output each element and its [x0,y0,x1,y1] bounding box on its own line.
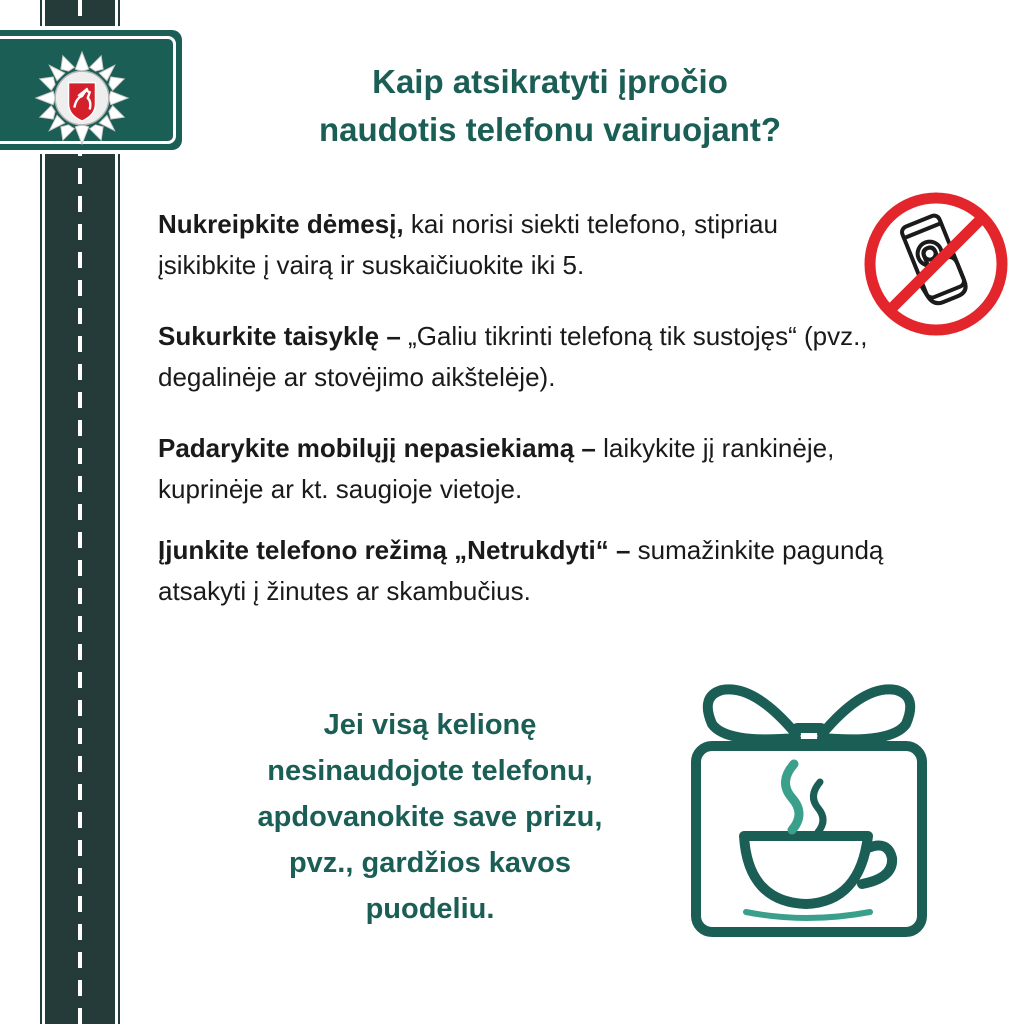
no-phone-icon [862,190,1010,338]
reward-line-3: apdovanokite save prizu, [257,801,603,833]
tip-4 [158,530,978,612]
reward-line-5: puodeliu. [365,893,495,925]
title-line-1: Kaip atsikratyti įpročio [372,63,728,100]
tip-3 [158,428,938,510]
reward-line-4: pvz., gardžios kavos [288,847,572,879]
page-title [210,58,890,154]
tip-1 [158,204,858,286]
tip-1-text: kai norisi siekti telefono, stipriau įsikibkite į vairą ir suskaičiuokite iki 5. [158,209,778,280]
tip-1-lead: Nukreipkite dėmesį, [158,209,404,239]
tip-2-lead: Sukurkite taisyklę – [158,321,401,351]
gift-coffee-cup-icon [684,672,934,942]
tip-4-text: sumažinkite pagundą atsakyti į žinutes ar skambučius. [158,535,884,606]
reward-line-2: nesinaudojote telefonu, [267,755,593,787]
tip-2-text: „Galiu tikrinti telefoną tik sustojęs“ (pvz., degalinėje ar stovėjimo aikštelėje). [158,321,868,392]
tip-2 [158,316,938,398]
tip-3-lead: Padarykite mobilųjį nepasiekiamą – [158,433,596,463]
reward-message [220,702,640,932]
tip-4-lead: Įjunkite telefono režimą „Netrukdyti“ – [158,535,631,565]
reward-line-1: Jei visą kelionę [323,709,537,741]
title-line-2: naudotis telefonu vairuojant? [318,111,782,148]
road-sign [0,26,188,154]
tip-3-text: laikykite jį rankinėje, kuprinėje ar kt. saugioje vietoje. [158,433,835,504]
police-star-emblem-icon [34,50,130,146]
